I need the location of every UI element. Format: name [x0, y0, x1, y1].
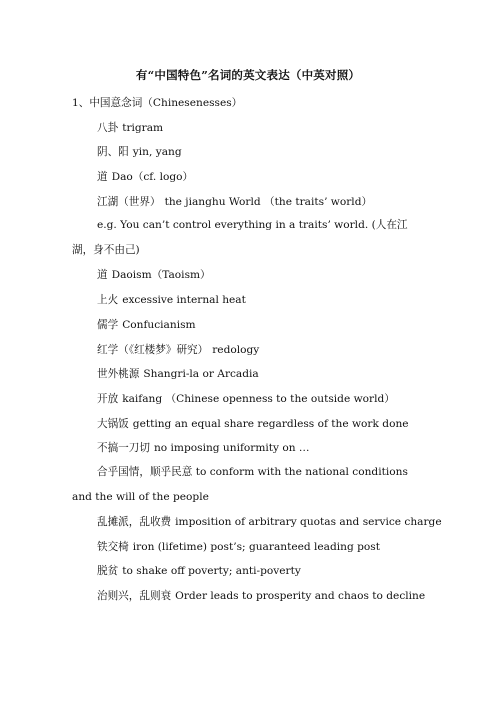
entry-chinese: 红学（《红楼梦》研究）	[97, 344, 209, 356]
entry-wrapped: 合乎国情，顺乎民意 to conform with the national conditions and the will of the people	[72, 466, 408, 503]
entry-english: excessive internal heat	[122, 294, 246, 306]
example-sentence: e.g. You can’t control everything in a traits’ world. (人在江湖，身不由己)	[72, 219, 408, 256]
entry	[97, 318, 196, 332]
entry-chinese: 乱摊派，乱收费	[97, 516, 172, 528]
entry-chinese: 脱贫	[97, 565, 119, 577]
entry-english: Confucianism	[122, 319, 196, 331]
entry-chinese: 上火	[97, 294, 119, 306]
entry-chinese: 道	[97, 269, 108, 281]
entry-english: iron (lifetime) post’s; guaranteed leading post	[132, 541, 380, 553]
entry	[97, 540, 380, 554]
entry-chinese: 不搞一刀切	[97, 442, 150, 454]
entry	[97, 392, 395, 406]
entry-english: trigram	[122, 122, 164, 134]
entry	[97, 367, 259, 381]
entry-chinese: 江湖（世界）	[97, 196, 161, 208]
entry-chinese: 治则兴，乱则衰	[97, 590, 172, 602]
entry-english: kaifang （Chinese openness to the outside world）	[122, 393, 395, 405]
document-title: 有“中国特色”名词的英文表达（中英对照）	[135, 68, 361, 82]
entry-chinese: 八卦	[97, 122, 119, 134]
entry	[97, 170, 193, 184]
entry-english: yin, yang	[132, 146, 182, 158]
entry-chinese: 开放	[97, 393, 119, 405]
entry-english: the jianghu World （the traits’ world）	[164, 196, 373, 208]
entry-english: no imposing uniformity on …	[153, 442, 310, 454]
entry-chinese: 铁交椅	[97, 541, 129, 553]
entry-chinese: 大锅饭	[97, 418, 129, 430]
entry-chinese: 道	[97, 171, 108, 183]
entry	[97, 121, 163, 135]
entry-english: to shake off poverty; anti-poverty	[122, 565, 301, 577]
entry-english: getting an equal share regardless of the work done	[132, 418, 409, 430]
entry	[97, 195, 372, 209]
entry-chinese: 阴、阳	[97, 146, 129, 158]
entry-english: Dao（cf. logo）	[111, 171, 194, 183]
entry-english: Order leads to prosperity and chaos to decline	[175, 590, 426, 602]
entry	[97, 417, 409, 431]
entry-english: redology	[212, 344, 260, 356]
section-heading: 1、中国意念词（Chinesenesses）	[72, 97, 243, 109]
entry-english: imposition of arbitrary quotas and service charge	[175, 516, 442, 528]
entry	[97, 268, 211, 282]
entry-english: Shangri-la or Arcadia	[143, 368, 259, 380]
entry-chinese: 儒学	[97, 319, 119, 331]
entry	[97, 564, 301, 578]
entry	[97, 441, 310, 455]
entry	[97, 145, 182, 159]
entry-english: Daoism（Taoism）	[111, 269, 211, 281]
entry	[97, 343, 259, 357]
entry	[97, 515, 442, 529]
entry-chinese: 世外桃源	[97, 368, 140, 380]
entry	[97, 293, 246, 307]
entry	[97, 589, 425, 603]
